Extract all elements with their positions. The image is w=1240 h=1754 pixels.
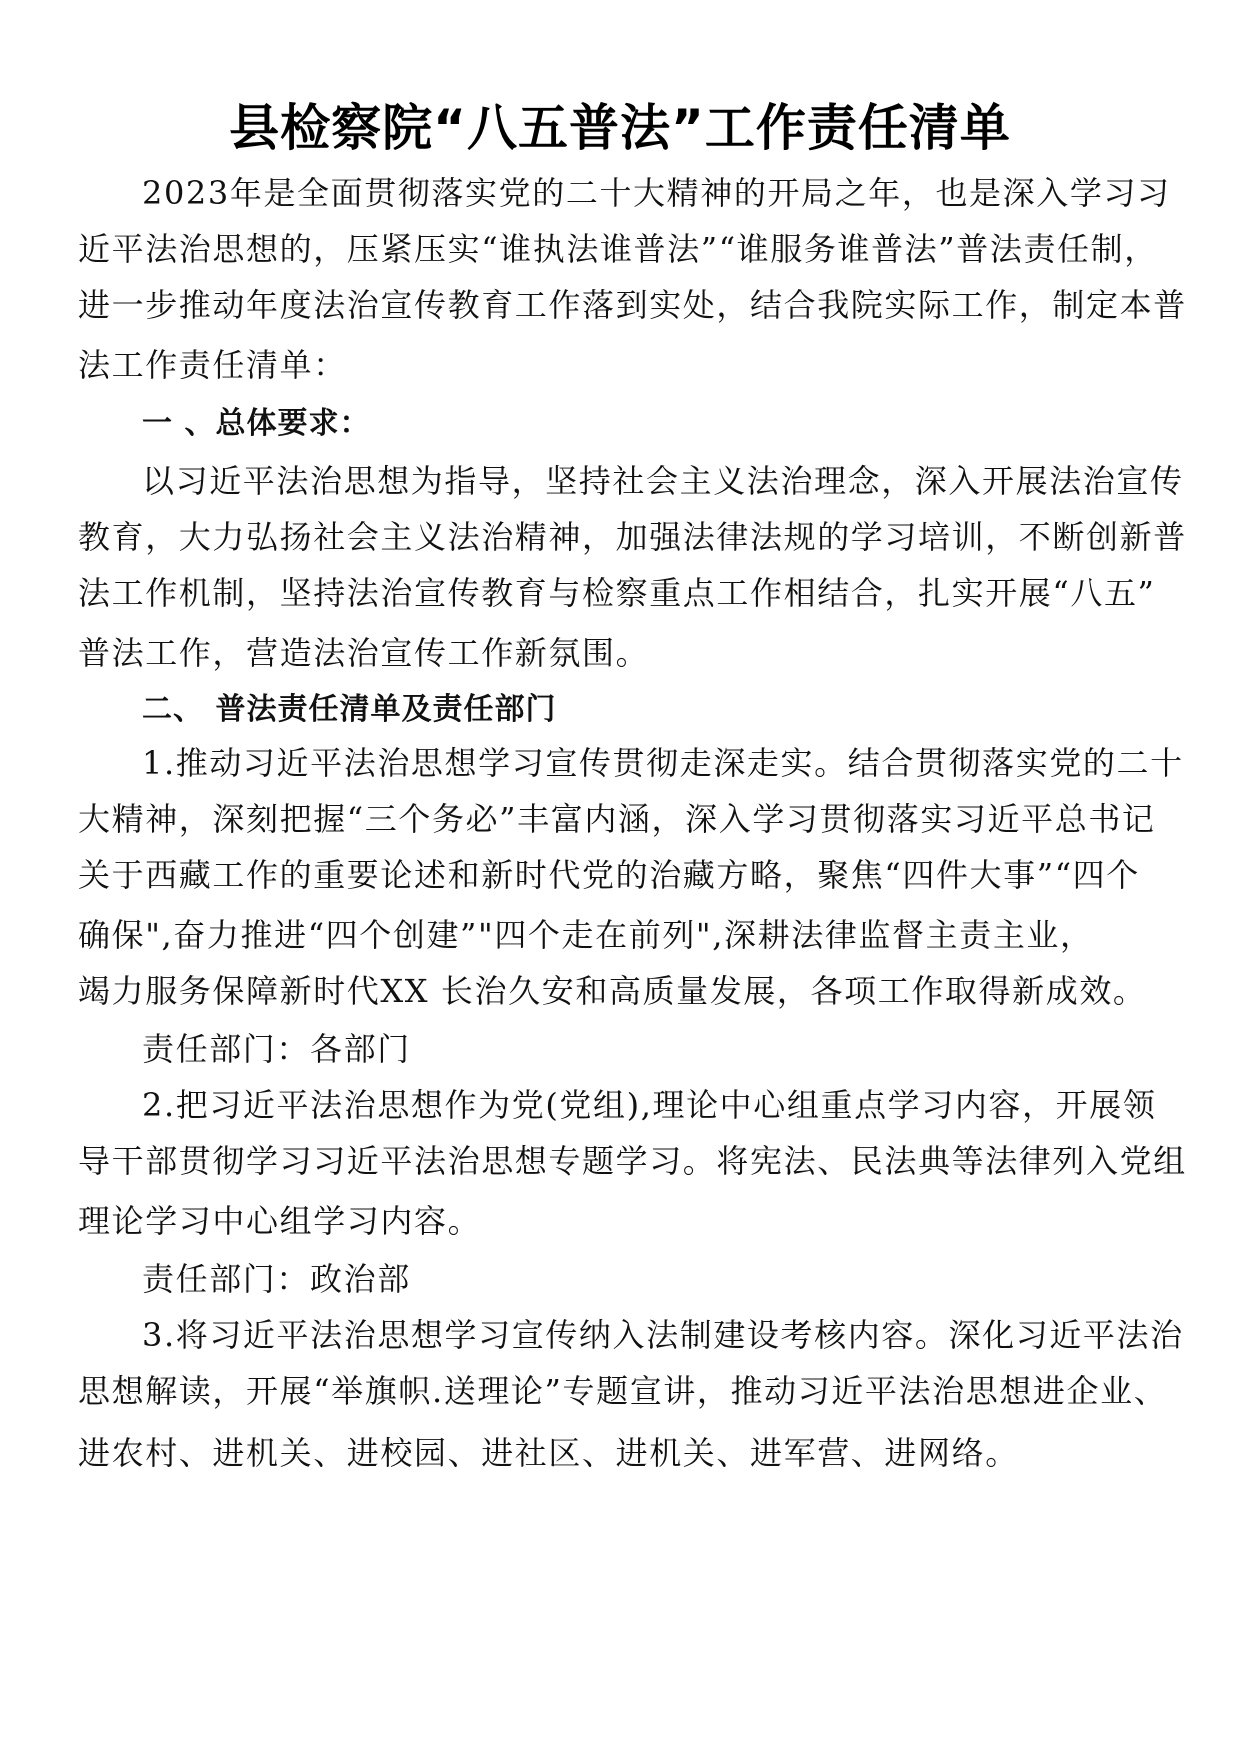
item1-dept: 责任部门：各部门 <box>142 1030 411 1068</box>
section1-line: 教育，大力弘扬社会主义法治精神，加强法律法规的学习培训，不断创新普 <box>78 518 1187 556</box>
item1-line: 竭力服务保障新时代XX 长治久安和高质量发展，各项工作取得新成效。 <box>78 972 1147 1010</box>
item1-line: 关于西藏工作的重要论述和新时代党的治藏方略，聚焦“四件大事”“四个 <box>78 856 1140 894</box>
intro-line: 近平法治思想的，压紧压实“谁执法谁普法”“谁服务谁普法”普法责任制， <box>78 230 1158 268</box>
item1-line: 确保",奋力推进“四个创建”"四个走在前列",深耕法律监督主责主业， <box>78 916 1094 954</box>
item3-line: 进农村、进机关、进校园、进社区、进机关、进军营、进网络。 <box>78 1434 1019 1472</box>
section2-heading: 二、 普法责任清单及责任部门 <box>142 692 557 727</box>
intro-line: 法工作责任清单： <box>78 346 347 384</box>
intro-line: 进一步推动年度法治宣传教育工作落到实处，结合我院实际工作，制定本普 <box>78 286 1187 324</box>
document-title: 县检察院“八五普法”工作责任清单 <box>229 99 1011 157</box>
item1-line: 大精神，深刻把握“三个务必”丰富内涵，深入学习贯彻落实习近平总书记 <box>78 800 1156 838</box>
item3-line: 3.将习近平法治思想学习宣传纳入法制建设考核内容。深化习近平法治 <box>142 1316 1184 1354</box>
item2-line: 理论学习中心组学习内容。 <box>78 1202 482 1240</box>
section1-line: 普法工作，营造法治宣传工作新氛围。 <box>78 634 650 672</box>
item3-line: 思想解读，开展“举旗帜.送理论”专题宣讲，推动习近平法治思想进企业、 <box>78 1372 1168 1410</box>
intro-line: 2023年是全面贯彻落实党的二十大精神的开局之年，也是深入学习习 <box>142 174 1171 212</box>
item2-line: 导干部贯彻学习习近平法治思想专题学习。将宪法、民法典等法律列入党组 <box>78 1142 1187 1180</box>
section1-line: 以习近平法治思想为指导，坚持社会主义法治理念，深入开展法治宣传 <box>142 462 1184 500</box>
section1-heading: 一 、总体要求： <box>142 406 371 441</box>
item1-line: 1.推动习近平法治思想学习宣传贯彻走深走实。结合贯彻落实党的二十 <box>142 744 1184 782</box>
item2-dept: 责任部门：政治部 <box>142 1260 411 1298</box>
section1-line: 法工作机制，坚持法治宣传教育与检察重点工作相结合，扎实开展“八五” <box>78 574 1156 612</box>
item2-line: 2.把习近平法治思想作为党(党组),理论中心组重点学习内容，开展领 <box>142 1086 1157 1124</box>
